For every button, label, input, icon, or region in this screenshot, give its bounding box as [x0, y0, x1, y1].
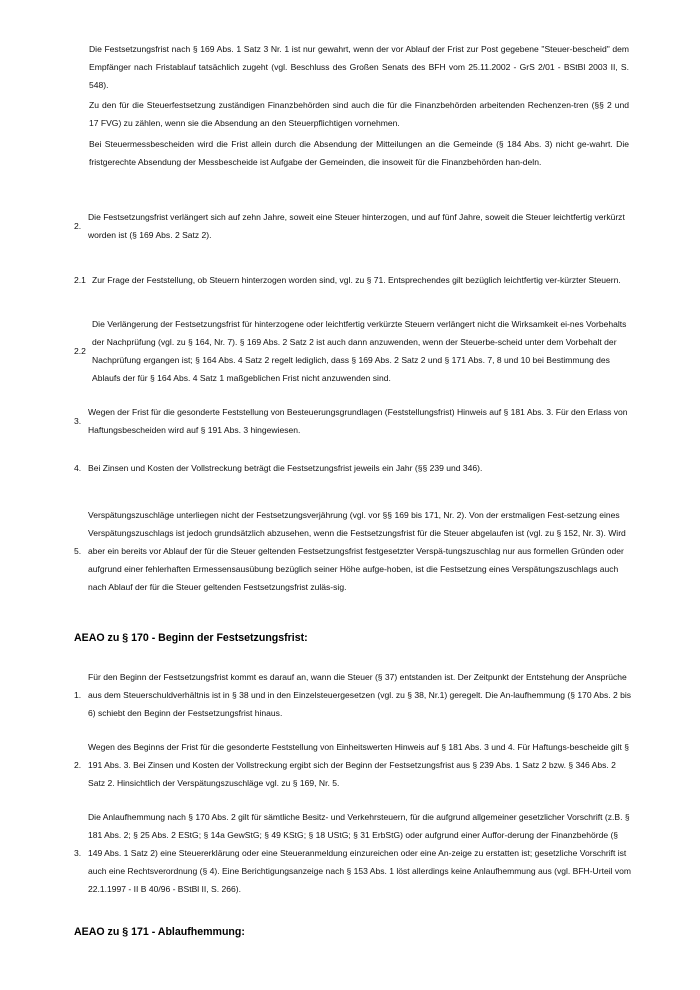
list-item-number: 2.1: [74, 275, 86, 285]
list-item-text: Wegen des Beginns der Frist für die gesonderte Feststellung von Einheitswerten Hinweis auf § 181 Abs. 3 und 4. Für Haftungs-bescheide gilt § 191 Abs. 3. Bei Zinsen und Kosten der Vollstreckung ergibt sich der Beginn der Festsetzungsfrist aus § 239 Abs. 1 Satz 2 bzw. § 346 Abs. 2 Satz 2. Hinsichtlich der Verspätungszuschläge vgl. zu § 169, Nr. 5.: [88, 742, 629, 788]
section-heading-171: AEAO zu § 171 - Ablaufhemmung:: [74, 926, 245, 938]
intro-paragraph-3: Bei Steuermessbescheiden wird die Frist allein durch die Absendung der Mitteilungen an die Gemeinde (§ 184 Abs. 3) nicht ge-wahrt. Die fristgerechte Absendung der Messbescheide ist Aufgabe der Gemeinden, die insoweit für die Finanzbehörden han-deln.: [89, 139, 629, 167]
list-item-text: Verspätungszuschläge unterliegen nicht der Festsetzungsverjährung (vgl. vor §§ 169 bis 171, Nr. 2). Von der erstmaligen Fest-setzung eines Verspätungszuschlags ist jedoch grundsätzlich abzusehen, wenn die Festsetzungsfrist für die Steuer abgelaufen ist (vgl. zu § 152, Nr. 3). Wird aber ein bereits vor Ablauf der für die Steuer geltenden Festsetzungsfrist festgesetzter Verspä-tungszuschlag nur aus formellen Gründen oder aufgrund einer fehlerhaften Ermessensausübung bezüglich seiner Höhe aufge-hoben, ist die Festsetzung eines Verspätungszuschlags auch nach Ablauf der für die Steuer geltenden Festsetzungsfrist zuläs-sig.: [88, 510, 626, 592]
list-item-169-2-1: [74, 262, 634, 298]
list-item-number: 1.: [74, 690, 82, 700]
list-item-170-2: [74, 738, 634, 792]
list-item-text: Die Anlaufhemmung nach § 170 Abs. 2 gilt für sämtliche Besitz- und Verkehrsteuern, für die aufgrund allgemeiner gesetzlicher Vorschrift (z.B. § 181 Abs. 2; § 25 Abs. 2 EStG; § 14a GewStG; § 49 KStG; § 18 UStG; § 31 ErbStG) oder aufgrund einer Auffor-derung der Finanzbehörde (§ 149 Abs. 1 Satz 2) eine Steuererklärung oder eine Steueranmeldung einzureichen oder eine An-zeige zu erstatten ist; gesetzliche Vorschrift ist auch eine Rechtsverordnung (§ 4). Eine Berichtigungsanzeige nach § 153 Abs. 1 löst allerdings keine Anlaufhemmung aus (vgl. BFH-Urteil vom 22.1.1997 - II B 40/96 - BStBl II, S. 266).: [88, 812, 632, 894]
list-item-text: Zur Frage der Feststellung, ob Steuern hinterzogen worden sind, vgl. zu § 71. Entsprechendes gilt bezüglich leichtfertig ver-kürzter Steuern.: [92, 275, 621, 285]
list-item-number: 3.: [74, 416, 82, 426]
list-item-170-3: [74, 808, 634, 898]
list-item-169-2: [74, 208, 634, 244]
list-item-number: 2.2: [74, 346, 86, 356]
list-item-number: 2.: [74, 760, 82, 770]
list-item-text: Die Verlängerung der Festsetzungsfrist für hinterzogene oder leichtfertig verkürzte Steuern verlängert nicht die Wirksamkeit ei-nes Vorbehalts der Nachprüfung (vgl. zu § 164, Nr. 7). § 169 Abs. 2 Satz 2 ist auch dann anzuwenden, wenn der Steuerbe-scheid unter dem Vorbehalt der Nachprüfung ergangen ist; § 164 Abs. 4 Satz 2 regelt lediglich, dass § 169 Abs. 2 Satz 2 und § 171 Abs. 7, 8 und 10 bei Bestimmung des Ablaufs der für § 164 Abs. 4 Satz 1 maßgeblichen Frist nicht anzuwenden sind.: [92, 319, 627, 383]
list-item-169-5: [74, 497, 634, 605]
list-item-number: 2.: [74, 221, 82, 231]
list-item-169-4: [74, 459, 634, 477]
list-item-text: Bei Zinsen und Kosten der Vollstreckung beträgt die Festsetzungsfrist jeweils ein Jahr (§§ 239 und 346).: [88, 463, 483, 473]
section-heading-170: AEAO zu § 170 - Beginn der Festsetzungsfrist:: [74, 632, 308, 644]
list-item-text: Für den Beginn der Festsetzungsfrist kommt es darauf an, wann die Steuer (§ 37) entstanden ist. Der Zeitpunkt der Entstehung der Ansprüche aus dem Steuerschuldverhältnis ist in § 38 und in den Einzelsteuergesetzen (vgl. zu § 38, Nr.1) geregelt. Die An-laufhemmung (§ 170 Abs. 2 bis 6) schiebt den Beginn der Festsetzungsfrist hinaus.: [88, 672, 632, 718]
intro-paragraph-2: Zu den für die Steuerfestsetzung zuständigen Finanzbehörden sind auch die für die Finanzbehörden arbeitenden Rechenzen-tren (§§ 2 und 17 FVG) zu zählen, wenn sie die Absendung an den Steuerpflichtigen vornehmen.: [89, 100, 629, 128]
list-item-text: Wegen der Frist für die gesonderte Feststellung von Besteuerungsgrundlagen (Feststellungsfrist) Hinweis auf § 181 Abs. 3. Für den Erlass von Haftungsbescheiden wird auf § 191 Abs. 3 hingewiesen.: [88, 407, 628, 435]
list-item-169-2-2: [74, 315, 634, 387]
list-item-170-1: [74, 668, 634, 722]
intro-paragraph-1: Die Festsetzungsfrist nach § 169 Abs. 1 Satz 3 Nr. 1 ist nur gewahrt, wenn der vor Ablauf der Frist zur Post gegebene "Steuer-bescheid" dem Empfänger nach Fristablauf tatsächlich zugeht (vgl. Beschluss des Großen Senats des BFH vom 25.11.2002 - GrS 2/01 - BStBl 2003 II, S. 548).: [89, 44, 629, 90]
list-item-text: Die Festsetzungsfrist verlängert sich auf zehn Jahre, soweit eine Steuer hinterzogen, und auf fünf Jahre, soweit die Steuer leichtfertig verkürzt worden ist (§ 169 Abs. 2 Satz 2).: [88, 212, 625, 240]
list-item-number: 4.: [74, 463, 82, 473]
list-item-number: 5.: [74, 546, 82, 556]
list-item-number: 3.: [74, 848, 82, 858]
list-item-169-3: [74, 403, 634, 439]
